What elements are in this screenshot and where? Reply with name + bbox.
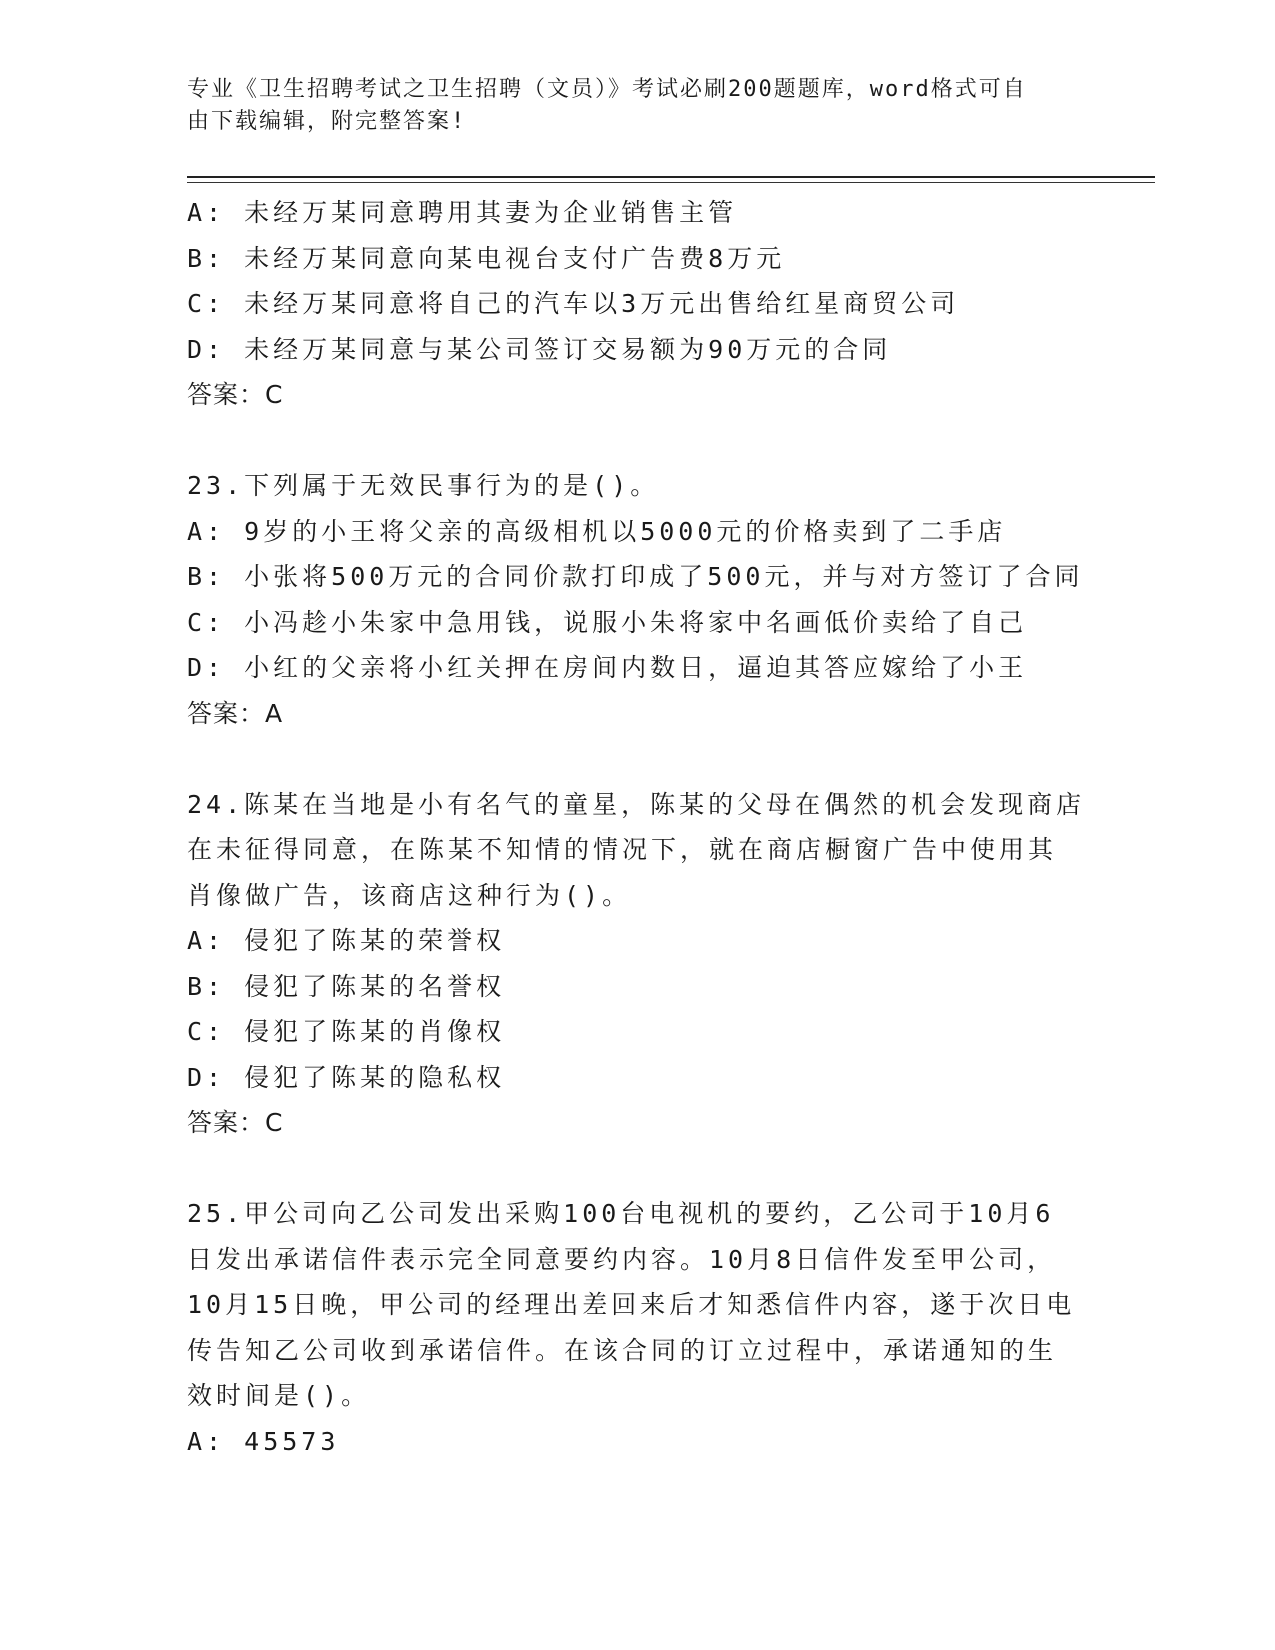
answer-line: 答案：A bbox=[187, 698, 284, 728]
option-b: B: 未经万某同意向某电视台支付广告费8万元 bbox=[187, 243, 786, 273]
answer-line: 答案：C bbox=[187, 380, 284, 409]
question-content bbox=[187, 190, 1087, 1464]
question-stem: 在未征得同意，在陈某不知情的情况下，就在商店橱窗广告中使用其 bbox=[187, 835, 1058, 864]
question-stem: 日发出承诺信件表示完全同意要约内容。10月8日信件发至甲公司， bbox=[187, 1244, 1057, 1274]
option-a: A: 侵犯了陈某的荣誉权 bbox=[187, 926, 506, 955]
question-24 bbox=[187, 782, 1087, 1146]
question-25 bbox=[187, 1191, 1087, 1464]
option-a: A: 9岁的小王将父亲的高级相机以5000元的价格卖到了二手店 bbox=[187, 516, 1007, 546]
question-stem: 24.陈某在当地是小有名气的童星，陈某的父母在偶然的机会发现商店 bbox=[187, 789, 1086, 819]
option-c: C: 未经万某同意将自己的汽车以3万元出售给红星商贸公司 bbox=[187, 289, 960, 318]
option-b: B: 侵犯了陈某的名誉权 bbox=[187, 971, 506, 1001]
option-d: D: 侵犯了陈某的隐私权 bbox=[187, 1062, 506, 1092]
spacer bbox=[187, 736, 1087, 782]
spacer bbox=[187, 418, 1087, 464]
option-d: D: 未经万某同意与某公司签订交易额为90万元的合同 bbox=[187, 334, 892, 364]
header-rule-thick bbox=[187, 176, 1155, 178]
header-line-2: 由下载编辑，附完整答案! bbox=[187, 109, 467, 134]
answer-line: 答案：C bbox=[187, 1108, 284, 1137]
document-header bbox=[187, 74, 1087, 138]
question-stem: 25.甲公司向乙公司发出采购100台电视机的要约，乙公司于10月6 bbox=[187, 1199, 1055, 1228]
option-a: A: 未经万某同意聘用其妻为企业销售主管 bbox=[187, 198, 738, 227]
spacer bbox=[187, 1146, 1087, 1192]
question-stem: 传告知乙公司收到承诺信件。在该合同的订立过程中，承诺通知的生 bbox=[187, 1335, 1058, 1365]
question-23 bbox=[187, 463, 1087, 736]
option-d: D: 小红的父亲将小红关押在房间内数日，逼迫其答应嫁给了小王 bbox=[187, 653, 1028, 682]
question-stem: 肖像做广告，该商店这种行为()。 bbox=[187, 880, 632, 910]
header-line-1: 专业《卫生招聘考试之卫生招聘（文员）》考试必刷200题题库，word格式可自 bbox=[187, 77, 1027, 102]
header-rule-thin bbox=[187, 182, 1155, 183]
option-a: A: 45573 bbox=[187, 1426, 340, 1456]
option-b: B: 小张将500万元的合同价款打印成了500元，并与对方签订了合同 bbox=[187, 562, 1084, 591]
option-c: C: 小冯趁小朱家中急用钱，说服小朱将家中名画低价卖给了自己 bbox=[187, 607, 1028, 637]
question-stem: 效时间是()。 bbox=[187, 1381, 371, 1410]
question-stem: 23.下列属于无效民事行为的是()。 bbox=[187, 471, 660, 500]
question-stem: 10月15日晚，甲公司的经理出差回来后才知悉信件内容，遂于次日电 bbox=[187, 1290, 1076, 1319]
continued-question bbox=[187, 190, 1087, 418]
option-c: C: 侵犯了陈某的肖像权 bbox=[187, 1017, 506, 1046]
